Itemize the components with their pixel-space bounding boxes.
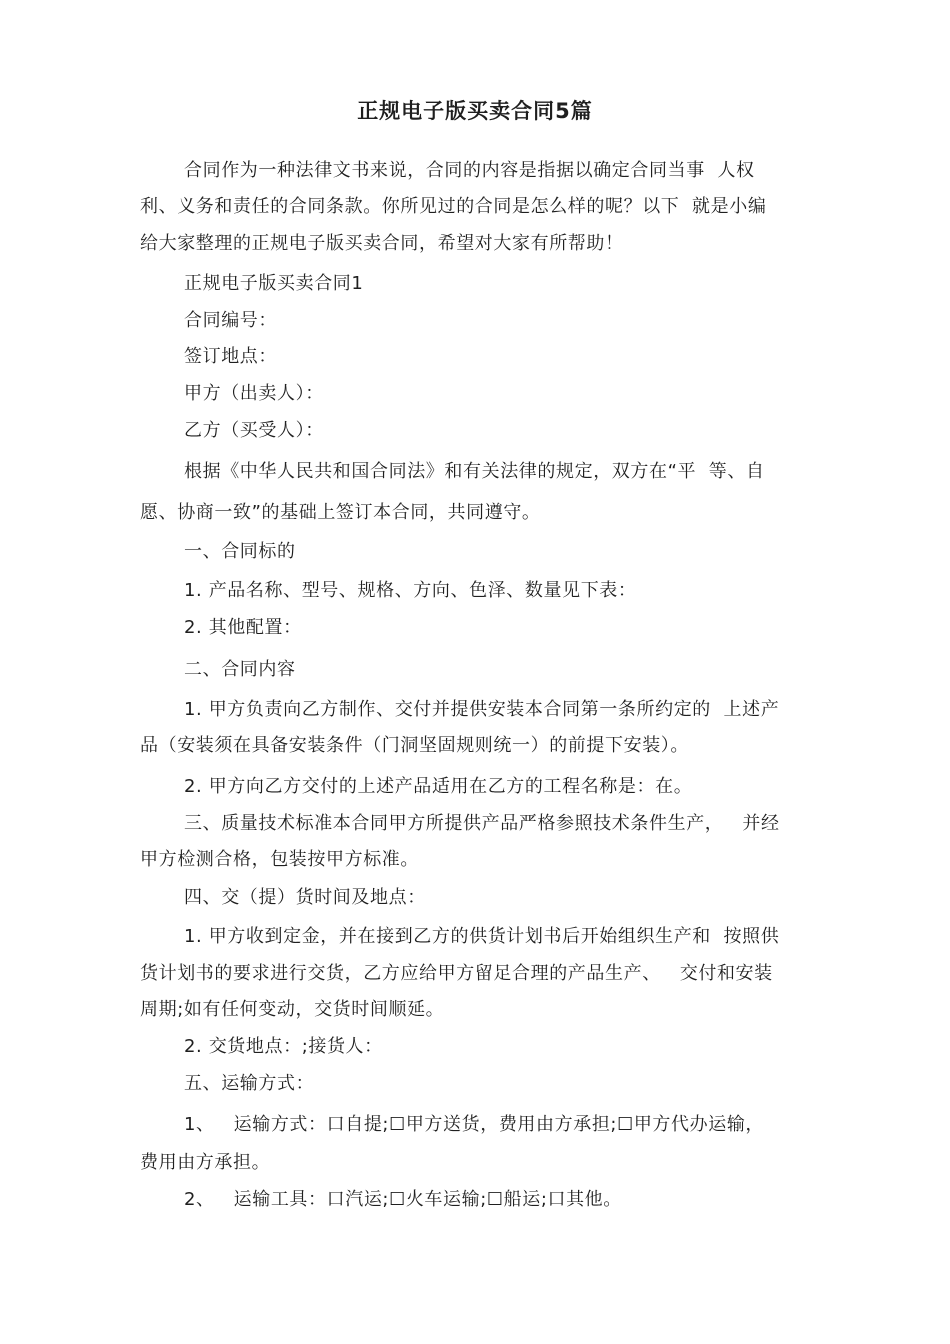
section-2-item-1-line-2: 品（安装须在具备安装条件（门洞坚固规则统一）的前提下安装）。 <box>140 735 689 756</box>
intro-line-1: 合同作为一种法律文书来说，合同的内容是指据以确定合同当事 人权 <box>184 160 755 181</box>
section-4-item-1-line-1: 1. 甲方收到定金，并在接到乙方的供货计划书后开始组织生产和 按照供 <box>184 926 780 947</box>
section-1-item-1: 1. 产品名称、型号、规格、方向、色泽、数量见下表： <box>184 580 637 601</box>
section-3-line-2: 甲方检测合格，包装按甲方标准。 <box>140 849 419 870</box>
party-a-field: 甲方（出卖人）： <box>184 383 324 404</box>
intro-line-3: 给大家整理的正规电子版买卖合同，希望对大家有所帮助！ <box>140 233 624 254</box>
contract-number-field: 合同编号： <box>184 310 277 331</box>
section-4-item-1-line-3: 周期;如有任何变动，交货时间顺延。 <box>140 999 445 1020</box>
section-3-line-1: 三、质量技术标准本合同甲方所提供产品严格参照技术条件生产， 并经 <box>184 813 780 834</box>
document-title: 正规电子版买卖合同5篇 <box>357 99 593 123</box>
section-5-item-1-line-1: 1、 运输方式：口自提;☐甲方送货，费用由方承担;☐甲方代办运输， <box>184 1114 765 1135</box>
party-b-field: 乙方（买受人）： <box>184 420 324 441</box>
section-4-heading: 四、交（提）货时间及地点： <box>184 887 426 908</box>
contract-heading: 正规电子版买卖合同1 <box>184 273 364 294</box>
basis-line-1: 根据《中华人民共和国合同法》和有关法律的规定，双方在“平 等、自 <box>184 461 765 482</box>
signing-place-field: 签订地点： <box>184 346 277 367</box>
section-2-item-2: 2. 甲方向乙方交付的上述产品适用在乙方的工程名称是：在。 <box>184 776 693 797</box>
section-5-heading: 五、运输方式： <box>184 1073 315 1094</box>
section-5-item-1-line-2: 费用由方承担。 <box>140 1152 271 1173</box>
section-5-item-2: 2、 运输工具：口汽运;☐火车运输;☐船运;口其他。 <box>184 1189 622 1210</box>
intro-line-2: 利、义务和责任的合同条款。你所见过的合同是怎么样的呢？以下 就是小编 <box>140 196 767 217</box>
basis-line-2: 愿、协商一致”的基础上签订本合同，共同遵守。 <box>140 502 541 523</box>
section-1-item-2: 2. 其他配置： <box>184 617 302 638</box>
section-4-item-2: 2. 交货地点：;接货人： <box>184 1036 383 1057</box>
section-4-item-1-line-2: 货计划书的要求进行交货，乙方应给甲方留足合理的产品生产、 交付和安装 <box>140 963 773 984</box>
section-2-heading: 二、合同内容 <box>184 659 296 680</box>
section-1-heading: 一、合同标的 <box>184 541 296 562</box>
section-2-item-1-line-1: 1. 甲方负责向乙方制作、交付并提供安装本合同第一条所约定的 上述产 <box>184 699 780 720</box>
